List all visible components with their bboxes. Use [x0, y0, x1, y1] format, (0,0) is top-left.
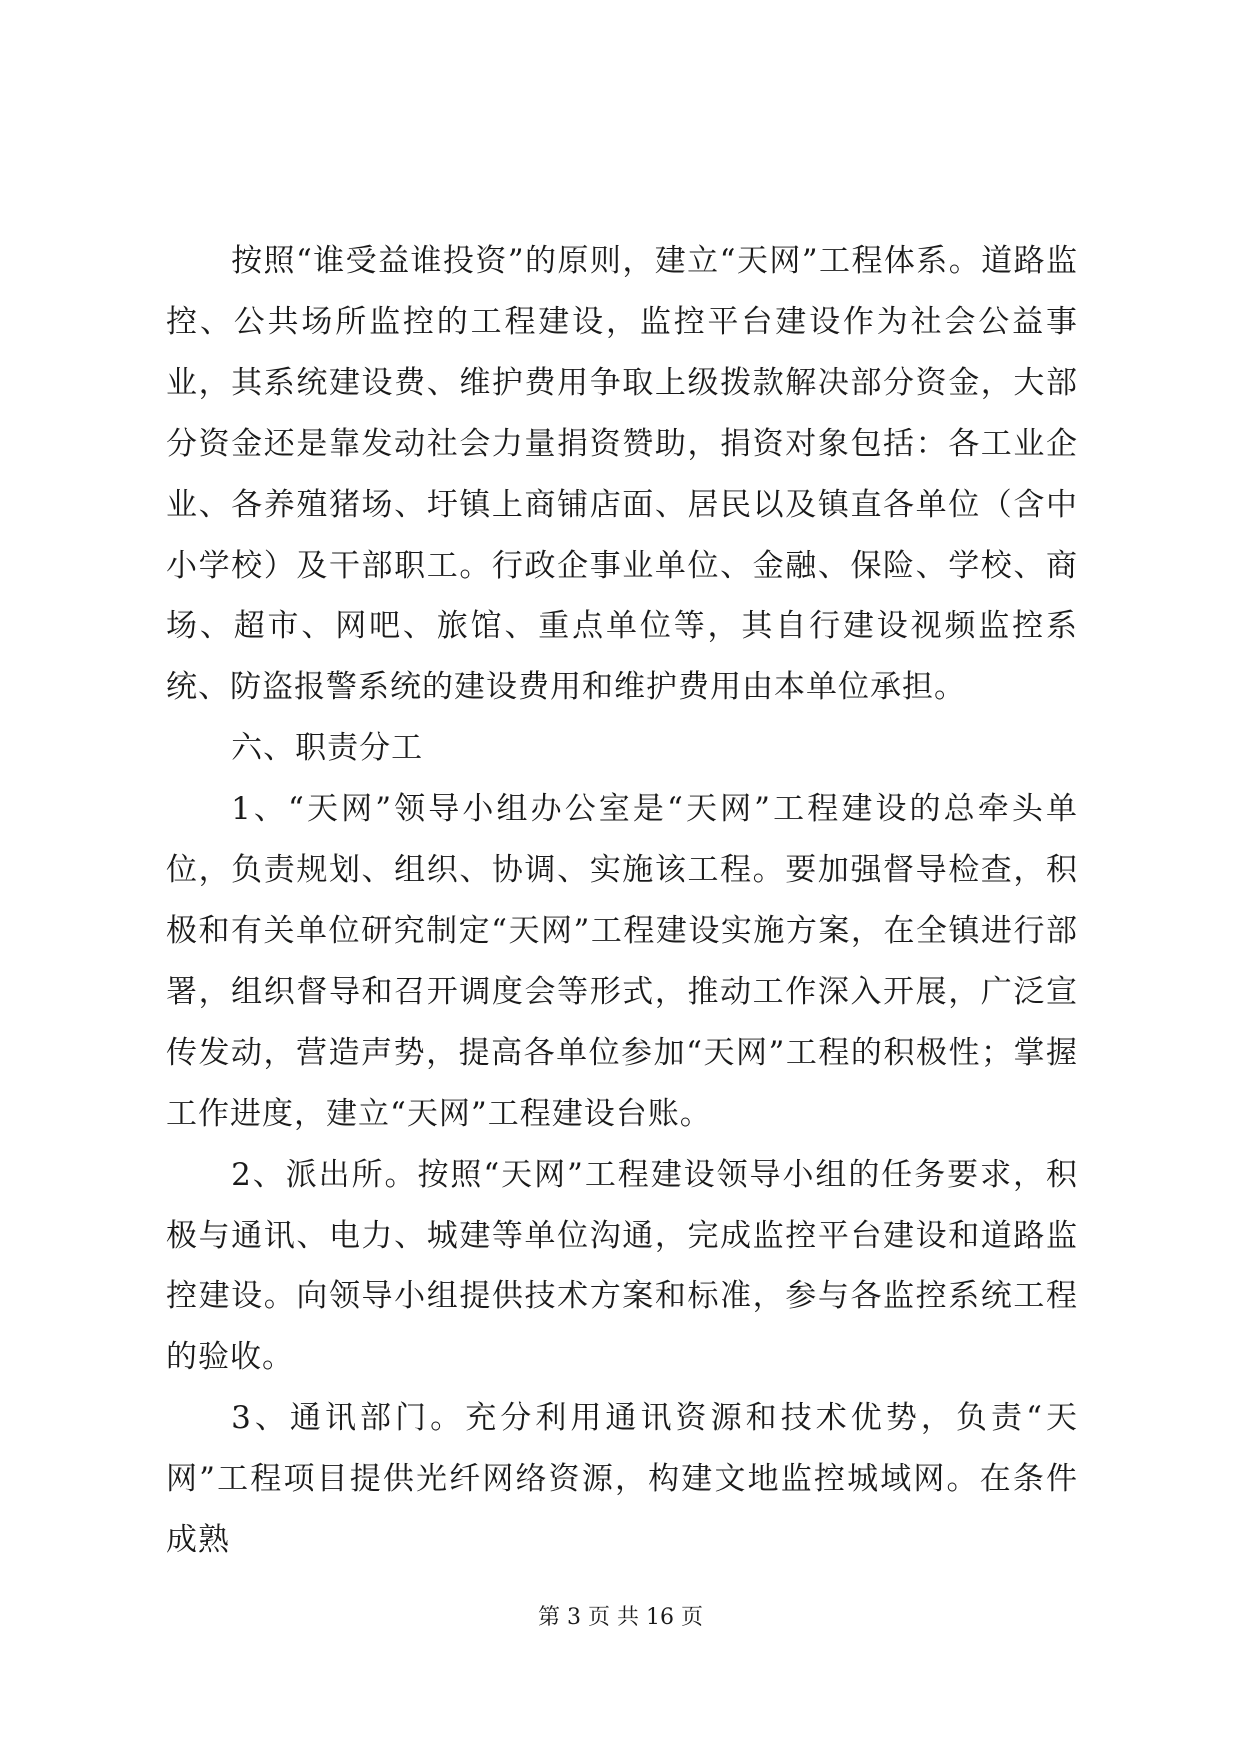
paragraph-duty-1: 1、“天网”领导小组办公室是“天网”工程建设的总牵头单位，负责规划、组织、协调、实施该工程。要加强督导检查，积极和有关单位研究制定“天网”工程建设实施方案，在全镇进行部署，组织督导和召开调度会等形式，推动工作深入开展，广泛宣传发动，营造声势，提高各单位参加“天网”工程的积极性；掌握工作进度，建立“天网”工程建设台账。 [166, 791, 1078, 1132]
paragraph-duty-2: 2、派出所。按照“天网”工程建设领导小组的任务要求，积极与通讯、电力、城建等单位沟通，完成监控平台建设和道路监控建设。向领导小组提供技术方案和标准，参与各监控系统工程的验收。 [166, 1156, 1078, 1376]
paragraph-funding-principle: 按照“谁受益谁投资”的原则，建立“天网”工程体系。道路监控、公共场所监控的工程建设，监控平台建设作为社会公益事业，其系统建设费、维护费用争取上级拨款解决部分资金，大部分资金还是靠发动社会力量捐资赞助，捐资对象包括：各工业企业、各养殖猪场、圩镇上商铺店面、居民以及镇直各单位（含中小学校）及干部职工。行政企事业单位、金融、保险、学校、商场、超市、网吧、旅馆、重点单位等，其自行建设视频监控系统、防盗报警系统的建设费用和维护费用由本单位承担。 [166, 243, 1078, 706]
page-footer [0, 1600, 1241, 1631]
section-heading-duties: 六、职责分工 [231, 730, 424, 767]
paragraph-duty-3: 3、通讯部门。充分利用通讯资源和技术优势，负责“天网”工程项目提供光纤网络资源，构建文地监控城域网。在条件成熟 [166, 1400, 1078, 1559]
document-body [166, 231, 1078, 1571]
page-number-label: 第 3 页 共 16 页 [538, 1605, 703, 1630]
